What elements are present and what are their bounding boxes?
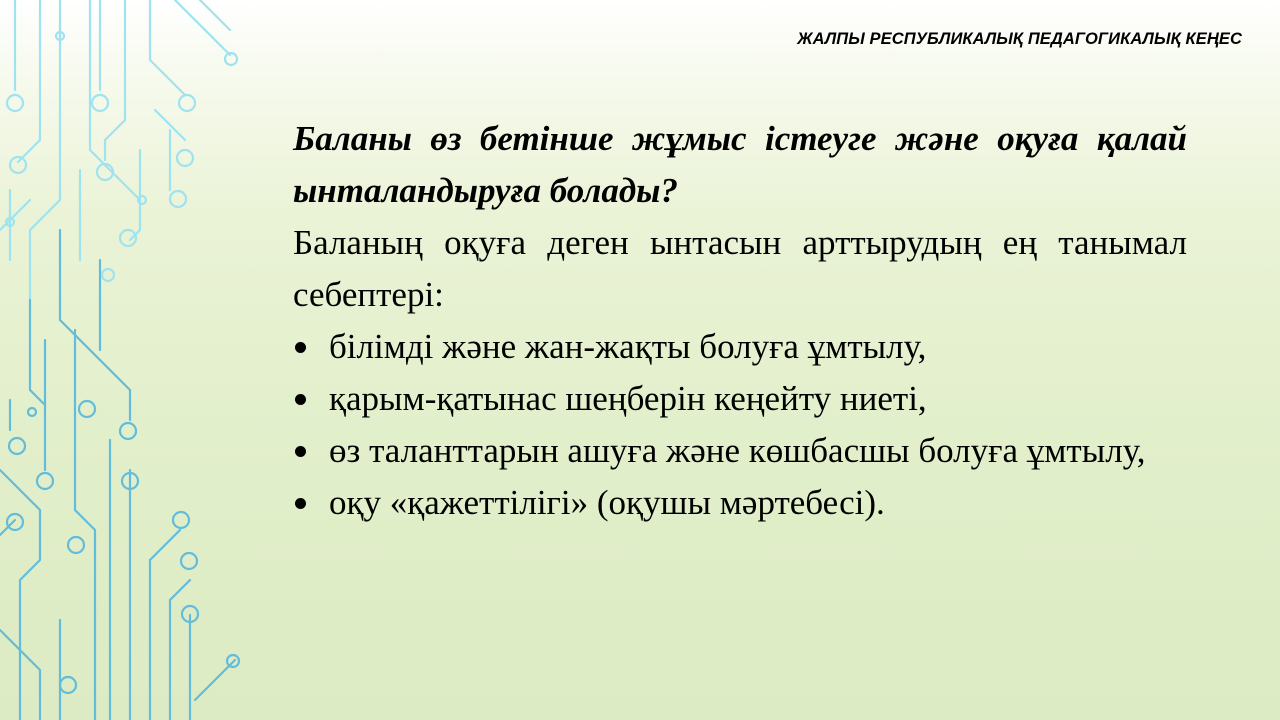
council-header: ЖАЛПЫ РЕСПУБЛИКАЛЫҚ ПЕДАГОГИКАЛЫҚ КЕҢЕС — [797, 30, 1242, 48]
bullet-text: өз таланттарын ашуға және көшбасшы болуға ұмтылу, — [329, 431, 1146, 470]
bullet-list — [293, 321, 1187, 529]
bullet-dot-icon — [295, 342, 306, 353]
bullet-dot-icon — [295, 446, 306, 457]
bullet-dot-icon — [295, 394, 306, 405]
circuit-lines-decoration — [0, 0, 250, 720]
bullet-item — [293, 477, 1187, 529]
bullet-item — [293, 425, 1187, 477]
bullet-item — [293, 373, 1187, 425]
bullet-text: қарым-қатынас шеңберін кеңейту ниеті, — [329, 379, 927, 418]
bullet-item — [293, 321, 1187, 373]
bullet-text: білімді және жан-жақты болуға ұмтылу, — [329, 327, 927, 366]
slide-title: Баланы өз бетінше жұмыс істеуге және оқуға қалай ынталандыруға болады? — [293, 119, 1187, 210]
bullet-text: оқу «қажеттілігі» (оқушы мәртебесі). — [329, 483, 885, 522]
slide-intro-text: Баланың оқуға деген ынтасын арттырудың ең танымал себептері: — [293, 223, 1187, 314]
bullet-dot-icon — [295, 498, 306, 509]
slide-content — [293, 113, 1187, 529]
